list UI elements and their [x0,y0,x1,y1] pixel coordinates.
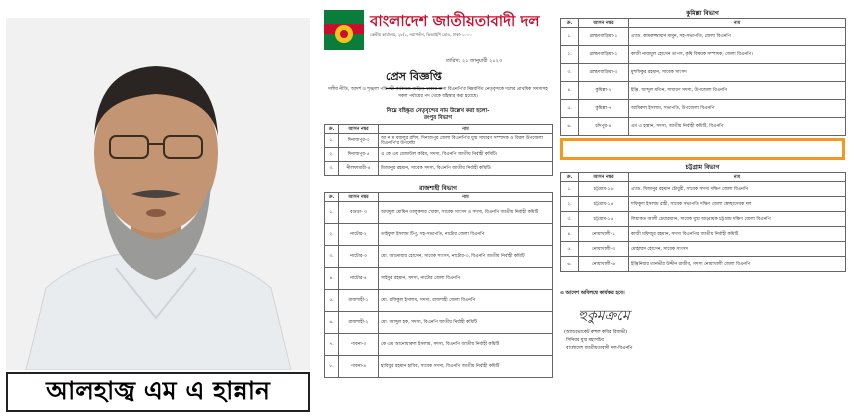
cell-seat: কুমিল্লা-৭ [579,100,629,118]
cell-seat: ব্রাহ্মণবাড়িয়া-২ [579,46,629,64]
cell-name: মুশফিকুর রহমান, সাবেক সাংসদ [629,64,846,82]
cell-name: সাইদুর রহমান, সদস্য, নাটোর জেলা বিএনপি [379,268,553,290]
cell-name: এ্যাড. কামরুজ্জামান মামুন, সহ-সভাপতি, জেলা বিএনপি [629,28,846,46]
cell-name: মো. আনোয়ার হোসেন, সাবেক সাংসদ, নাটোর-৩, বিএনপি জাতীয় নির্বাহী কমিটি [379,246,553,268]
table-row [325,134,553,148]
table-row [325,148,553,162]
cell-sl: ৪. [561,82,579,100]
column-header-name: নাম [379,193,553,202]
party-logo-icon [324,10,364,50]
cell-sl: ৪. [325,268,339,290]
chattogram-division-title: চট্টগ্রাম বিভাগ [685,164,720,171]
cell-sl: ৪. [561,227,579,242]
table-header-row [561,19,846,28]
table-row [561,28,846,46]
cell-seat: চট্টগ্রাম-১৬ [579,182,629,197]
cell-name: এ কে এম রেজাউল করিম, সদস্য, বিএনপি জাতীয় নির্বাহী কমিটি। [379,148,553,162]
cell-sl: ১. [325,202,339,224]
column-header-seat: আসন নম্বর [579,173,629,182]
table-row [561,46,846,64]
cell-sl: ১. [561,182,579,197]
press-release-document [316,8,850,413]
cell-name: ইঞ্জি. আব্দুল মতিন, সাধারণ সদস্য, উপজেলা বিএনপি [629,82,846,100]
cell-name: মো. রফিকুল ইসলাম, সদস্য, রাজশাহী জেলা বিএনপি [379,290,553,312]
cell-sl: ২. [325,148,339,162]
cell-name: এ্যাড. মিজানুর রহমান চৌধুরী, সাবেক সদস্য দক্ষিণ জেলা বিএনপি [629,182,846,197]
cell-sl: ৬. [561,257,579,272]
cell-sl: ৬. [325,312,339,334]
table-row [325,356,553,378]
cell-name: আ ন ম বজলুর রশিদ, দিনাজপুর জেলা বিএনপি'র যুগ্ম সাধারণ সম্পাদক ও বিরল উপজেলা বিএনপি'র উপদেষ্টা [379,134,553,148]
cell-sl: ৫. [561,100,579,118]
table-row [561,118,846,136]
table-row [561,227,846,242]
cell-seat: নোয়াখালী-১ [579,227,629,242]
cell-sl: ৫. [561,242,579,257]
chattogram-table [560,172,846,272]
cell-seat: নাটোর-৩ [339,246,379,268]
column-header-seat: আসন নম্বর [339,125,379,134]
cell-sl: ৬. [561,118,579,136]
cell-seat: নোয়াখালী-৩ [579,242,629,257]
cell-sl: ৩. [325,246,339,268]
table-row [325,290,553,312]
table-header-row [325,125,553,134]
cell-seat: রাজশাহী-১ [339,290,379,312]
table-row [325,268,553,290]
cell-seat: রাজশাহী-২ [339,312,379,334]
party-address: কেন্দ্রীয় কার্যালয়, ২৮/১, নয়াপল্টন, ভিআইপি রোড, ঢাকা-১০০০ [370,32,472,37]
column-header-sl: ক্র. [561,19,579,28]
cell-name: তাইফুল ইসলাম টিপু, সহ-সভাপতি, নাটোর জেলা বিএনপি [379,224,553,246]
party-name: বাংলাদেশ জাতীয়তাবাদী দল [370,12,540,30]
cell-seat: চাঁদপুর-৪ [579,118,629,136]
table-row [561,257,846,272]
signatory-org: বাংলাদেশ জাতীয়তাবাদী দল-বিএনপি [566,346,633,351]
cumilla-table [560,18,846,136]
table-row [561,100,846,118]
cell-sl: ২. [561,46,579,64]
letterhead [324,10,552,56]
cumilla-division-title: কুমিল্লা বিভাগ [686,10,719,17]
table-row [325,312,553,334]
cell-name: আমিরুল ইসলাম, সভাপতি, উপজেলা বিএনপি [629,100,846,118]
list-subheading: নিম্নে বহিষ্কৃত নেতৃবৃন্দের নাম উল্লেখ করা হলো- [386,108,490,114]
press-release-title: প্রেস বিজ্ঞপ্তি [386,68,442,89]
table-row [325,224,553,246]
cell-sl: ৩. [561,212,579,227]
cell-name: ইঞ্জিনিয়ার তানভীর উদ্দীন রাজীব, সদস্য নোয়াখালী জেলা বিএনপি [629,257,846,272]
table-row [561,182,846,197]
cell-sl: ৭. [325,334,339,356]
cell-seat: কুমিল্লা-২ [579,82,629,100]
column-header-sl: ক্র. [325,193,339,202]
table-header-row [561,173,846,182]
cell-sl: ১. [561,28,579,46]
cell-sl: ৮. [325,356,339,378]
table-row [325,334,553,356]
column-header-sl: ক্র. [561,173,579,182]
cell-name: কাজী নাজমুল হোসেন তাপস, কৃষি বিষয়ক সম্পাদক, জেলা বিএনপি। [629,46,846,64]
press-intro: দলীয় নীতি, আদর্শ ও শৃঙ্খলা পরিপন্থী কর্মকান্ডে জড়িত থাকার জন্য বিএনপি'র নিম্নবর্ণিত নেতৃবৃন্দকে দলের প্রাথমিক সদস্যসহ সকল পর্যায়ের পদ থেকে বহিষ্কার করা হয়েছে। [328,87,548,99]
cell-sl: ১. [325,134,339,148]
cell-seat: নাটোর-২ [339,224,379,246]
cell-seat: পাবনা-৪ [339,356,379,378]
column-header-name: নাম [629,19,846,28]
signatory-role: সিনিয়র যুগ্ম মহাসচিব [566,338,604,343]
cell-seat: চট্টগ্রাম-১৪ [579,197,629,212]
cell-sl: ৩. [325,162,339,176]
cell-seat: নোয়াখালী-৬ [579,257,629,272]
cell-seat: চট্টগ্রাম-১৫ [579,212,629,227]
cell-seat: পাবনা-৩ [339,334,379,356]
release-date: তারিখ: ২১ জানুয়ারী ২০২৩ [446,58,503,64]
rajshahi-division-title: রাজশাহী বিভাগ [419,185,457,192]
table-row [561,242,846,257]
column-header-name: নাম [629,173,846,182]
photo-caption: আলহাজ্ব এম এ হান্নান [46,375,270,405]
cell-sl: ৫. [325,290,339,312]
cell-seat: বগুড়া- ৩ [339,202,379,224]
table-header-row [325,193,553,202]
table-row [325,162,553,176]
signature-scribble: হুকুমক্রমে [578,308,630,324]
cell-name: আবদুল মোমিন তালুকদার খোকা, সাবেক সাংসদ ও সদস্য, বিএনপি জাতীয় নির্বাহী কমিটি [379,202,553,224]
photo-panel [0,0,314,419]
cell-seat: ব্রাহ্মণবাড়িয়া-৩ [579,64,629,82]
cell-seat: নাটোর-৪ [339,268,379,290]
table-row [561,82,846,100]
cell-seat: নীলফামারী-৪ [339,162,379,176]
cell-sl: ২. [561,197,579,212]
table-row [561,64,846,82]
column-header-seat: আসন নম্বর [339,193,379,202]
cell-seat: ব্রাহ্মণবাড়িয়া-১ [579,28,629,46]
portrait-photo [6,18,310,370]
cell-sl: ২. [325,224,339,246]
signatory-name: (অ্যাডভোকেট রুহুল কবির রিজভী) [564,330,628,335]
cell-name: হাবিবুর রহমান হাবিব, সাবেক সদস্য, বিএনপি জাতীয় নির্বাহী কমিটি [379,356,553,378]
photo-caption-box [6,372,310,412]
cell-name: কে এম আনোয়ারুল ইসলাম, সদস্য, বিএনপি জাতীয় নির্বাহী কমিটি [379,334,553,356]
cell-name: মিজানুর রহমান, সাবেক সদস্য, বিএনপি জাতীয় নির্বাহী কমিটি। [379,162,553,176]
cell-name: মো. আব্দুল হক, সদস্য, বিএনপি জাতীয় নির্বাহী কমিটি [379,312,553,334]
rangpur-division-title: রংপুর বিভাগ [424,115,452,121]
cell-seat: দিনাজপুর-৩ [339,134,379,148]
rajshahi-table [324,192,553,378]
table-row [561,197,846,212]
cell-sl: ৩. [561,64,579,82]
column-header-name: নাম [379,125,553,134]
column-header-sl: ক্র. [325,125,339,134]
table-row [325,246,553,268]
cell-seat: দিনাজপুর-৫ [339,148,379,162]
order-note: এ আদেশ অবিলম্বে কার্যকর হবে। [560,290,625,296]
highlight-box [560,138,845,160]
cell-name: এম এ হান্নান, সদস্য, জাতীয় নির্বাহী কমিটি, বিএনপি [629,118,846,136]
rangpur-table [324,124,553,176]
column-header-seat: আসন নম্বর [579,19,629,28]
cell-name: কাজী মফিজুর রহমান, সদস্য বিএনপির জাতীয় নির্বাহী কমিটি [629,227,846,242]
cell-name: লিয়াকত আলী চেয়ারম্যান, সাবেক যুগ্ম আহ্বায়ক চট্টগ্রাম দক্ষিণ জেলা বিএনপি [629,212,846,227]
cell-name: শফিকুল ইসলাম রাহী, সাবেক সভাপতি দক্ষিণ জেলা স্বেচ্ছাসেবক দল [629,197,846,212]
table-row [561,212,846,227]
table-row [325,202,553,224]
cell-name: মোহাম্মদ হোসেন, সাবেক সাংসদ [629,242,846,257]
